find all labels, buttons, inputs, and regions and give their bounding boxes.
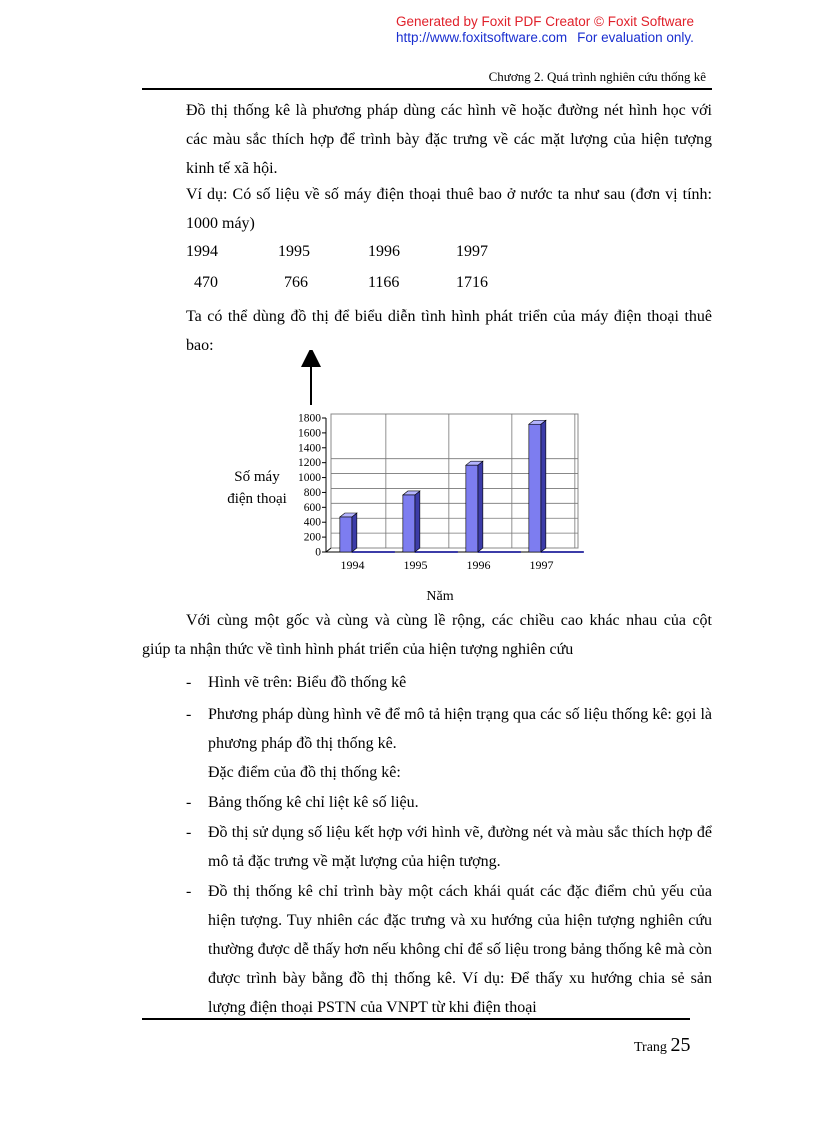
bullet-dash: - [186,674,192,691]
bullet-text: Phương pháp dùng hình vẽ để mô tả hiện trạng qua các số liệu thống kê: gọi là phương pháp đồ thị thống kê. [208,706,712,752]
watermark-link[interactable] [380,30,710,46]
bar-1996 [466,465,478,552]
x-tick-label: 1994 [340,558,365,572]
y-tick-label: 1200 [298,457,321,470]
y-tick-label: 1000 [298,472,321,485]
bullet-text: Bảng thống kê chỉ liệt kê số liệu. [208,794,419,811]
count-1994: 470 [194,274,218,291]
year-1996: 1996 [368,243,400,260]
bullet-text: Hình vẽ trên: Biểu đồ thống kê [208,674,407,691]
x-axis-title: Năm [426,589,454,604]
y-tick-label: 800 [303,486,321,499]
axis-depth-line [326,548,331,552]
sub-heading: Đặc điểm của đồ thị thống kê: [208,764,401,781]
bar-1994 [340,517,352,552]
chapter-header: Chương 2. Quá trình nghiên cứu thống kê [488,69,706,84]
bar-side [415,491,420,552]
y-tick-label: 1800 [298,412,321,425]
year-1997: 1997 [456,243,488,260]
paragraph-definition: Đồ thị thống kê là phương pháp dùng các hình vẽ hoặc đường nét hình học với các màu sắc thích hợp để trình bày đặc trưng về các mặt lượng của hiện tượng kinh tế xã hội. [186,102,712,177]
watermark-note: For evaluation only. [577,30,694,45]
count-1997: 1716 [456,274,488,291]
count-1996: 1166 [368,274,400,291]
bar-1995 [403,495,415,552]
bar-1997 [529,424,541,552]
foxit-watermark [380,14,710,46]
y-tick-label: 600 [303,501,321,514]
year-1995: 1995 [278,243,310,260]
year-1994: 1994 [186,243,218,260]
paragraph-observation-line2: giúp ta nhận thức về tình hình phát triển của hiện tượng nghiên cứu [142,641,574,658]
x-tick-label: 1996 [466,558,491,572]
bullet-dash: - [186,794,192,811]
paragraph-chart-intro: Ta có thể dùng đồ thị để biểu diễn tình hình phát triển của máy điện thoại thuê bao: [186,308,712,354]
y-tick-label: 0 [315,546,321,559]
x-tick-label: 1995 [403,558,428,572]
paragraph-example: Ví dụ: Có số liệu về số máy điện thoại thuê bao ở nước ta như sau (đơn vị tính: 1000 máy) [186,186,712,232]
page-label: Trang [634,1040,667,1055]
bullet-dash: - [186,824,192,841]
bar-floor [478,551,521,553]
bar-side [541,420,546,552]
watermark-url[interactable]: http://www.foxitsoftware.com [396,30,568,45]
y-tick-label: 400 [303,516,321,529]
bar-floor [415,551,458,553]
bullet-dash: - [186,706,192,723]
bar-side [478,461,483,552]
y-tick-label: 200 [303,531,321,544]
x-tick-label: 1997 [529,558,554,572]
page-number [634,1034,690,1057]
watermark-title: Generated by Foxit PDF Creator © Foxit Software [395,14,695,29]
bullet-dash: - [186,883,192,900]
y-tick-label: 1400 [298,442,321,455]
page-number-value: 25 [670,1034,691,1056]
bullet-text: Đồ thị thống kê chỉ trình bày một cách khái quát các đặc điểm chủ yếu của hiện tượng. Tuy nhiên các đặc trưng và xu hướng của hiện tượng nghiên cứu thường được dễ thấy hơn nếu không chỉ để số liệu trong bảng thống kê mà còn được trình bày bằng đồ thị thống kê. Ví dụ: Để thấy xu hướng chia sẻ sản lượng điện thoại PSTN của VNPT từ khi điện thoại [208,883,712,1016]
bullet-text: Đồ thị sử dụng số liệu kết hợp với hình vẽ, đường nét và màu sắc thích hợp để mô tả đặc trưng về mặt lượng của hiện tượng. [208,824,712,870]
bar-side [352,513,357,552]
subscriber-bar-chart [0,350,816,610]
y-axis-label-line1: Số máy [234,469,280,485]
header-rule [142,88,712,90]
footer-rule [142,1018,690,1020]
y-axis-label-line2: điện thoại [227,491,287,507]
count-1995: 766 [284,274,308,291]
bar-floor [352,551,395,553]
paragraph-observation-line1: Với cùng một gốc và cùng và cùng lề rộng, các chiều cao khác nhau của cột [186,612,712,629]
y-tick-label: 1600 [298,427,321,440]
bar-floor [541,551,584,553]
